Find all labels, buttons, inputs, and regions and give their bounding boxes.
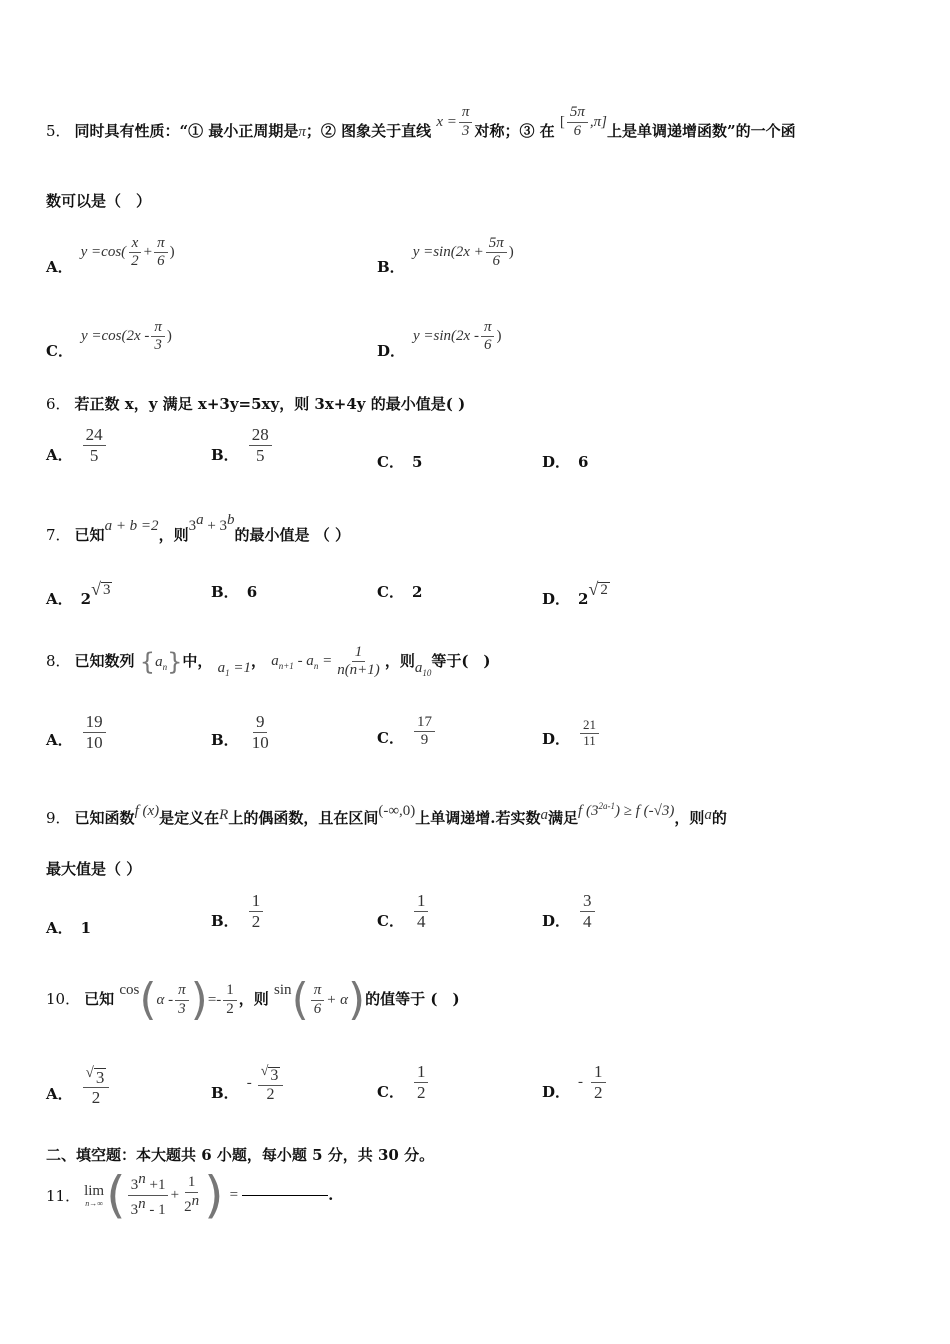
q5-option-c[interactable] xyxy=(46,312,172,361)
section-title: 二、填空题：本大题共 6 小题，每小题 5 分，共 30 分。 xyxy=(46,1146,435,1164)
question-text: 的值等于 ( ) xyxy=(365,990,460,1008)
question-number: 7． xyxy=(46,526,71,544)
question-number: 9． xyxy=(46,809,71,827)
option-label: A． xyxy=(46,445,73,464)
q8-option-b[interactable] xyxy=(211,712,274,752)
math-eq: =- xyxy=(207,991,222,1008)
option-label: C． xyxy=(377,729,404,748)
option-label: D． xyxy=(542,730,571,748)
question-text: 最大值是（ ） xyxy=(46,860,142,878)
q9-option-b[interactable] xyxy=(211,891,265,931)
option-label: B． xyxy=(211,730,239,749)
question-text: 上的偶函数，且在区间 xyxy=(228,809,379,827)
question-text: 满足 xyxy=(548,809,579,827)
period: . xyxy=(328,1186,334,1204)
option-label: C． xyxy=(377,583,404,601)
option-value: 6 xyxy=(578,452,589,471)
fraction: $\frac{28}{5}$ xyxy=(249,425,272,465)
math-condition: a + b =2 xyxy=(104,518,159,534)
option-label: C． xyxy=(377,1082,404,1101)
math-a: a xyxy=(704,807,712,823)
question-text: 的最小值是 （ ） xyxy=(234,526,350,544)
plus: + xyxy=(143,244,153,260)
question-number: 5． xyxy=(46,122,71,140)
question-number: 10． xyxy=(46,990,81,1008)
fraction: $\frac{1}{2}$ xyxy=(414,1062,429,1102)
question-text: 是定义在 xyxy=(159,809,220,827)
question-number: 6． xyxy=(46,395,71,413)
q8-option-c[interactable] xyxy=(377,714,437,750)
fraction: $\frac{1}{2}$ xyxy=(249,891,264,931)
question-7: 7． 已知a + b =2，则$3^a + 3^b$的最小值是 （ ） xyxy=(46,512,350,544)
question-number: 8． xyxy=(46,651,71,670)
fraction: $\frac{5\pi}{6}$ xyxy=(486,235,507,271)
question-text: 对称；③ 在 xyxy=(474,122,555,140)
q10-option-c[interactable] xyxy=(377,1062,430,1102)
fraction: $\frac{1}{2}$ xyxy=(591,1062,606,1102)
q8-option-d[interactable] xyxy=(542,718,601,749)
fraction: $\frac{\pi}{6}$ xyxy=(311,982,325,1018)
question-text: ；② 图象关于直线 xyxy=(305,122,432,140)
q10-option-a[interactable] xyxy=(46,1062,111,1107)
option-label: A． xyxy=(46,258,73,276)
q5-option-d[interactable] xyxy=(377,312,501,361)
option-coef: 2 xyxy=(80,589,92,608)
fraction: $\frac{1}{2^n}$ xyxy=(184,1174,200,1215)
q10-option-d[interactable] xyxy=(542,1062,608,1102)
fraction: $\frac{17}{9}$ xyxy=(414,714,435,750)
question-text: ，则 xyxy=(674,809,705,827)
question-text: 已知数列 xyxy=(74,651,135,670)
option-label: D． xyxy=(542,590,571,608)
q7-option-d[interactable] xyxy=(542,570,610,609)
answer-blank[interactable] xyxy=(242,1195,328,1196)
option-label: B． xyxy=(377,258,405,276)
question-text: ， xyxy=(250,651,266,670)
option-math: y =cos(2x - xyxy=(80,328,150,344)
question-11: 11． lim n→∞ ( $\frac{3^n +1}{3^n - 1}$ + $\frac{1}{2^n}$ ) = . xyxy=(46,1166,334,1224)
question-text: 同时具有性质：“① 最小正周期是 xyxy=(74,122,299,140)
question-text: 的 xyxy=(711,809,727,827)
option-sign: - xyxy=(246,1074,252,1091)
fraction: $\frac{\pi}{3}$ xyxy=(175,982,189,1018)
option-label: C． xyxy=(377,453,404,471)
fraction: $\frac{24}{5}$ xyxy=(83,425,106,465)
q6-option-c[interactable] xyxy=(377,451,422,472)
fraction: $\frac{1}{2}$ xyxy=(223,982,237,1018)
question-text: 已知函数 xyxy=(74,809,135,827)
question-text: 中， xyxy=(182,651,213,670)
paren: ) xyxy=(496,328,502,344)
question-text: ，则 xyxy=(158,526,189,544)
question-text: 上单调递增.若实数 xyxy=(415,809,541,827)
math-eq: = xyxy=(229,1186,239,1203)
fraction: $\frac{1}{4}$ xyxy=(414,891,429,931)
sqrt: √ 2 xyxy=(588,579,608,600)
option-coef: 2 xyxy=(578,589,589,608)
question-text: ，则 xyxy=(238,990,269,1008)
option-math: y =cos( xyxy=(80,244,127,260)
question-text: 已知 xyxy=(84,990,115,1008)
question-number: 11． xyxy=(46,1186,81,1205)
option-label: B． xyxy=(211,1083,239,1102)
fraction: $\frac{21}{11}$ xyxy=(580,718,599,749)
math-alpha: α - xyxy=(156,991,174,1008)
fraction: $\frac{1}{n(n+1)}$ xyxy=(337,644,380,679)
interval-end: ,π] xyxy=(589,113,608,130)
q5-option-a[interactable] xyxy=(46,228,175,277)
fraction: $\frac{3}{4}$ xyxy=(580,891,595,931)
q6-option-d[interactable] xyxy=(542,451,588,472)
fraction-5pi-6: $\frac{5\pi}{6}$ xyxy=(567,104,588,140)
paren: ) xyxy=(166,328,172,344)
math-a: a xyxy=(540,807,549,823)
option-label: A． xyxy=(46,590,73,608)
q9-option-c[interactable] xyxy=(377,891,430,931)
question-text: 等于( ) xyxy=(431,651,491,670)
math-alpha: + α xyxy=(326,991,348,1008)
option-label: D． xyxy=(542,1082,571,1101)
option-sign: - xyxy=(578,1073,584,1090)
section-2-heading xyxy=(46,1144,434,1165)
q5-option-b[interactable] xyxy=(377,228,514,277)
q7-option-c[interactable] xyxy=(377,581,422,602)
option-label: B． xyxy=(211,445,239,464)
paren: ) xyxy=(508,244,514,260)
sqrt: √ 3 xyxy=(91,579,111,600)
question-5: 5． 同时具有性质：“① 最小正周期是π；② 图象关于直线 x = $\frac{\pi}{3}$ 对称；③ 在 [ $\frac{5\pi}{6}$ ,π] 上是单调递增函数”的一个函 xyxy=(46,104,796,140)
option-label: D． xyxy=(377,342,406,360)
option-value: 5 xyxy=(411,452,423,471)
math-fx: f (x) xyxy=(134,803,160,819)
fraction: $\frac{3^n +1}{3^n - 1}$ xyxy=(128,1171,169,1219)
fraction: √ 3 2 xyxy=(258,1062,284,1104)
option-math: y =sin(2x - xyxy=(413,328,479,344)
math-pi: π xyxy=(298,124,306,140)
fraction: $\frac{\pi}{6}$ xyxy=(154,235,168,271)
q9-option-a[interactable] xyxy=(46,917,91,938)
question-8: 8． 已知数列 $\{a_n\}$中， $a_1 =1$， $a_{n+1} - a_n$ = $\frac{1}{n(n+1)}$ ，则$a_{10}$等于( ) xyxy=(46,644,491,679)
fraction: $\frac{9}{10}$ xyxy=(251,712,269,752)
fraction-pi-3: $\frac{\pi}{3}$ xyxy=(459,104,473,140)
math-sin: sin xyxy=(274,981,292,998)
q6-option-a[interactable] xyxy=(46,425,108,465)
question-9-cont xyxy=(46,858,141,879)
q7-option-b[interactable] xyxy=(211,581,257,602)
option-value: 6 xyxy=(246,582,258,601)
q7-option-a[interactable] xyxy=(46,570,112,609)
option-label: A． xyxy=(46,1085,73,1104)
option-math: y =sin(2x + xyxy=(412,244,484,260)
q9-option-d[interactable] xyxy=(542,891,597,931)
plus: + xyxy=(170,1186,180,1203)
option-value: 1 xyxy=(80,918,92,937)
question-text: 上是单调递增函数”的一个函 xyxy=(607,122,796,140)
option-label: B． xyxy=(211,911,239,930)
fraction: $\frac{x}{2}$ xyxy=(128,235,142,271)
q6-option-b[interactable] xyxy=(211,425,274,465)
question-6 xyxy=(46,393,465,414)
question-text: 数可以是（ ） xyxy=(46,192,152,210)
math-cos: cos xyxy=(119,981,140,998)
option-label: D． xyxy=(542,453,571,471)
paren: ) xyxy=(169,244,175,260)
option-label: C． xyxy=(377,911,404,930)
fraction: $\frac{\pi}{3}$ xyxy=(151,319,165,355)
question-9: 9． 已知函数f (x)是定义在R上的偶函数，且在区间(-∞,0)上单调递增.若实数a满足f $(3^{2a-1}) \ge f$ (-√3)，则a的 xyxy=(46,801,727,827)
option-label: C． xyxy=(46,342,73,360)
fraction: $\frac{\pi}{6}$ xyxy=(481,319,495,355)
option-value: 2 xyxy=(411,582,423,601)
option-label: A． xyxy=(46,730,73,749)
fraction: $\frac{19}{10}$ xyxy=(83,712,106,752)
math-x-eq: x = xyxy=(436,113,457,130)
question-text: 已知 xyxy=(74,526,105,544)
q8-option-a[interactable] xyxy=(46,712,108,752)
math-R: R xyxy=(219,807,229,823)
fraction: √ 3 2 xyxy=(83,1062,110,1107)
question-text: ，则 xyxy=(384,651,415,670)
question-text: 若正数 x，y 满足 x+3y=5xy，则 3x+4y 的最小值是( ) xyxy=(74,395,466,413)
option-label: B． xyxy=(211,583,239,601)
option-label: A． xyxy=(46,919,73,937)
limit: lim n→∞ xyxy=(84,1182,105,1208)
q10-option-b[interactable] xyxy=(211,1062,285,1104)
option-label: D． xyxy=(542,911,571,930)
question-10: 10． 已知 cos ( α - $\frac{\pi}{3}$ ) =- $\frac{1}{2}$ ，则 sin ( $\frac{\pi}{6}$ + α ) 的值等于 ( ) xyxy=(46,974,460,1025)
question-5-cont xyxy=(46,190,151,211)
math-interval: (-∞,0) xyxy=(378,803,416,819)
